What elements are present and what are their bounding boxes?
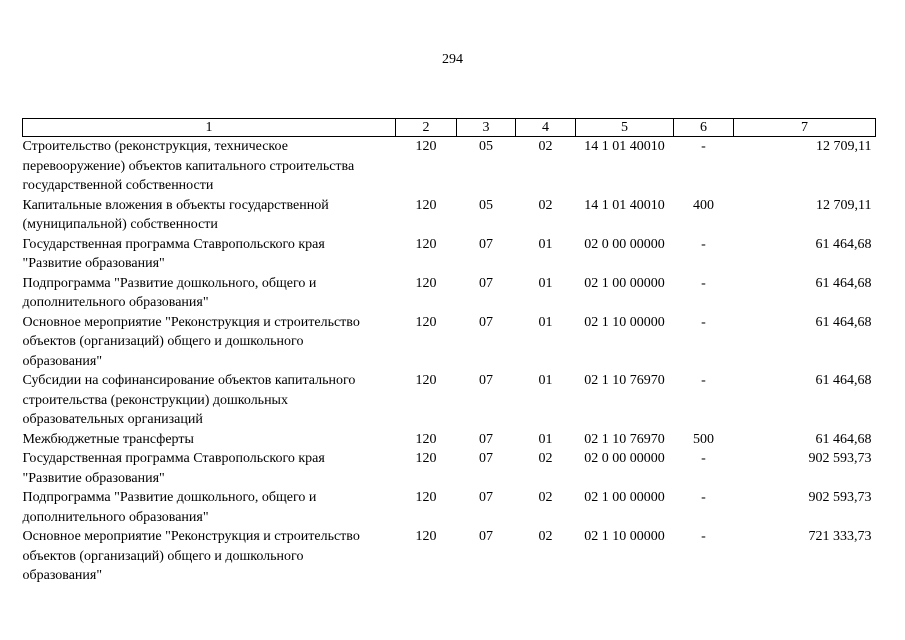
header-col-1: 1 bbox=[23, 119, 396, 137]
row-subsection-code: 01 bbox=[538, 431, 553, 447]
row-name: Подпрограмма "Развитие дошкольного, общего и дополнительного образования" bbox=[22, 275, 317, 310]
row-target-code: 14 1 01 40010 bbox=[584, 197, 665, 213]
row-target-code: 02 1 00 00000 bbox=[584, 275, 665, 291]
row-target-code: 02 0 00 00000 bbox=[584, 236, 665, 252]
row-amount: 12 709,11 bbox=[816, 139, 872, 154]
row-amount: 61 464,68 bbox=[815, 431, 872, 447]
row-expense-type: - bbox=[701, 139, 706, 154]
row-target-code: 02 1 10 00000 bbox=[584, 314, 665, 330]
header-col-2: 2 bbox=[396, 119, 457, 137]
row-section-code: 07 bbox=[479, 314, 493, 330]
table-row bbox=[23, 430, 876, 450]
row-amount: 12 709,11 bbox=[816, 197, 872, 213]
row-name: Государственная программа Ставропольского края "Развитие образования" bbox=[22, 451, 325, 486]
table-header bbox=[23, 119, 876, 137]
table-row bbox=[23, 488, 876, 527]
row-expense-type: - bbox=[701, 451, 706, 466]
table-body bbox=[23, 137, 876, 586]
header-col-6: 6 bbox=[674, 119, 734, 137]
row-section-code: 07 bbox=[479, 236, 493, 252]
row-name: Основное мероприятие "Реконструкция и строительство объектов (организаций) общего и дошкольного образования" bbox=[22, 314, 360, 369]
row-target-code: 02 1 10 00000 bbox=[584, 529, 665, 544]
row-target-code: 02 1 10 76970 bbox=[584, 373, 665, 388]
row-expense-type: 500 bbox=[693, 431, 714, 447]
row-expense-type: - bbox=[701, 314, 706, 330]
row-subsection-code: 01 bbox=[538, 236, 553, 252]
row-ministry-code: 120 bbox=[415, 490, 437, 505]
row-subsection-code: 01 bbox=[538, 314, 553, 330]
row-subsection-code: 01 bbox=[538, 275, 553, 291]
header-col-5: 5 bbox=[576, 119, 674, 137]
row-name: Государственная программа Ставропольского края "Развитие образования" bbox=[22, 236, 325, 271]
row-target-code: 02 0 00 00000 bbox=[584, 451, 665, 466]
row-ministry-code: 120 bbox=[415, 236, 437, 252]
row-ministry-code: 120 bbox=[415, 529, 437, 544]
row-subsection-code: 01 bbox=[538, 373, 553, 388]
row-ministry-code: 120 bbox=[415, 275, 437, 291]
row-target-code: 02 1 10 76970 bbox=[584, 431, 665, 447]
header-col-4: 4 bbox=[516, 119, 576, 137]
row-amount: 902 593,73 bbox=[808, 451, 872, 466]
row-expense-type: - bbox=[701, 529, 706, 544]
row-section-code: 05 bbox=[479, 139, 493, 154]
row-name: Строительство (реконструкция, техническое перевооружение) объектов капитального строительства государственной собственности bbox=[22, 139, 355, 193]
row-amount: 61 464,68 bbox=[815, 373, 872, 388]
table-row bbox=[23, 449, 876, 488]
row-ministry-code: 120 bbox=[415, 139, 437, 154]
row-section-code: 05 bbox=[479, 197, 493, 213]
table-row bbox=[23, 137, 876, 196]
row-expense-type: - bbox=[701, 490, 706, 505]
row-expense-type: - bbox=[701, 236, 706, 252]
budget-table bbox=[22, 118, 876, 586]
row-expense-type: - bbox=[701, 275, 706, 291]
row-amount: 61 464,68 bbox=[815, 275, 872, 291]
table-row bbox=[23, 274, 876, 313]
row-amount: 61 464,68 bbox=[815, 314, 872, 330]
row-amount: 902 593,73 bbox=[808, 490, 872, 505]
table-row bbox=[23, 527, 876, 586]
table-row bbox=[23, 371, 876, 430]
row-name: Основное мероприятие "Реконструкция и строительство объектов (организаций) общего и дошкольного образования" bbox=[22, 529, 360, 583]
row-ministry-code: 120 bbox=[415, 451, 437, 466]
row-ministry-code: 120 bbox=[415, 197, 437, 213]
row-ministry-code: 120 bbox=[415, 431, 437, 447]
row-subsection-code: 02 bbox=[538, 529, 553, 544]
row-section-code: 07 bbox=[479, 490, 493, 505]
table-row bbox=[23, 313, 876, 372]
row-expense-type: 400 bbox=[693, 197, 714, 213]
row-section-code: 07 bbox=[479, 451, 493, 466]
table-row bbox=[23, 196, 876, 235]
row-target-code: 02 1 00 00000 bbox=[584, 490, 665, 505]
row-ministry-code: 120 bbox=[415, 373, 437, 388]
row-section-code: 07 bbox=[479, 529, 493, 544]
row-name: Капитальные вложения в объекты государственной (муниципальной) собственности bbox=[22, 197, 329, 232]
table-row bbox=[23, 235, 876, 274]
row-ministry-code: 120 bbox=[415, 314, 437, 330]
row-subsection-code: 02 bbox=[538, 490, 553, 505]
row-subsection-code: 02 bbox=[538, 197, 553, 213]
row-section-code: 07 bbox=[479, 373, 493, 388]
row-amount: 721 333,73 bbox=[808, 529, 872, 544]
row-section-code: 07 bbox=[479, 431, 493, 447]
page-number: 294 bbox=[442, 52, 463, 67]
row-target-code: 14 1 01 40010 bbox=[584, 139, 665, 154]
header-col-7: 7 bbox=[734, 119, 876, 137]
row-name: Подпрограмма "Развитие дошкольного, общего и дополнительного образования" bbox=[22, 490, 317, 525]
row-amount: 61 464,68 bbox=[815, 236, 872, 252]
row-subsection-code: 02 bbox=[538, 139, 553, 154]
row-name: Межбюджетные трансферты bbox=[22, 431, 194, 447]
row-expense-type: - bbox=[701, 373, 706, 388]
row-subsection-code: 02 bbox=[538, 451, 553, 466]
row-name: Субсидии на софинансирование объектов капитального строительства (реконструкции) дошкольных образовательных организаций bbox=[22, 373, 356, 427]
header-col-3: 3 bbox=[457, 119, 516, 137]
row-section-code: 07 bbox=[479, 275, 493, 291]
